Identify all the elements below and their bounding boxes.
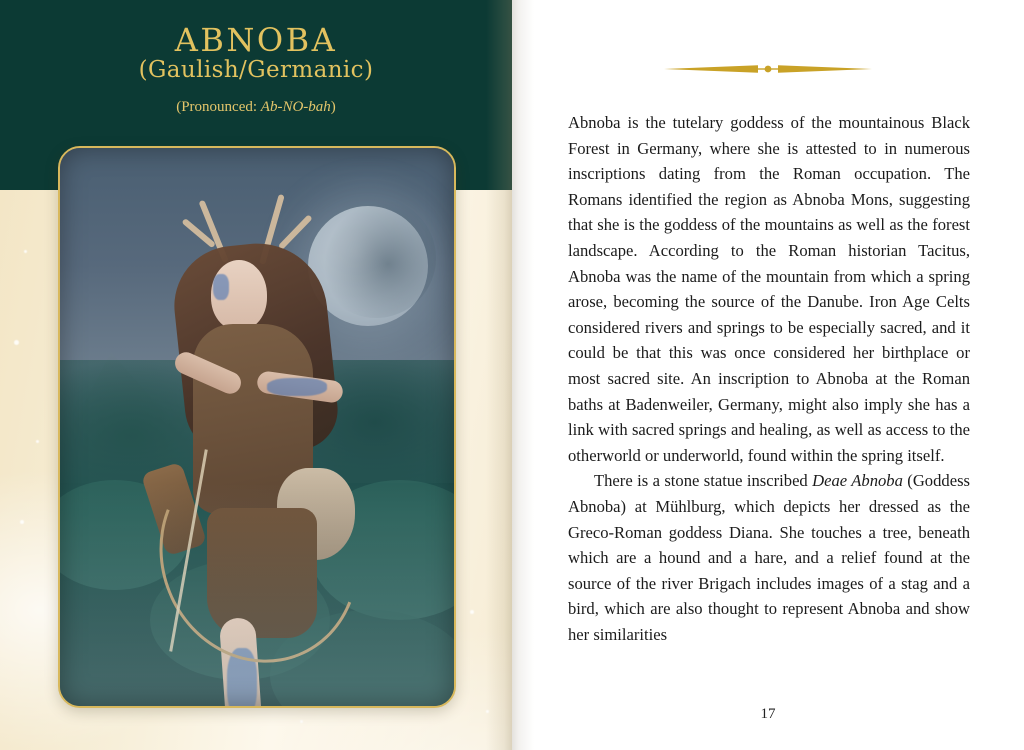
pronunciation-suffix: ) [330,99,336,116]
pronunciation-line [0,99,512,116]
page-gutter-shadow-right [512,0,534,750]
pronunciation-value: Ab-NO-bah [260,99,331,116]
sparkle-dot [470,610,474,614]
pronunciation-prefix: (Pronounced: [176,99,261,116]
sparkle-dot [14,340,19,345]
sparkle-dot [20,520,24,524]
sparkle-dot [36,440,39,443]
sparkle-dot [300,720,303,723]
arm-tattoo [267,378,327,396]
deity-origin: (Gaulish/Germanic) [138,57,374,83]
page-number: 17 [760,706,776,722]
deity-name: ABNOBA [174,21,338,59]
right-page [512,0,1024,750]
face-tattoo [213,274,229,300]
paragraph-1: Abnoba is the tutelary goddess of the mountainous Black Forest in Germany, where she is attested to in numerous inscriptions dating from the Roman occupation. The Romans identified the region as Abnoba Mons, suggesting that she is the goddess of the mountains as well as the forest landscape. According to the Roman historian Tacitus, Abnoba was the name of the mountain from which a spring arose, becoming the source of the Danube. Iron Age Celts considered rivers and springs to be especially sacred, and it could be that this was once considered her birthplace or most sacred site. An inscription to Abnoba at the Roman baths at Badenweiler, Germany, might also imply she has a link with sacred springs and healing, as well as access to the otherworld or underworld, found within the spring itself. [568,113,970,465]
paragraph-2: There is a stone statue inscribed Deae Abnoba (Goddess Abnoba) at Mühlburg, which depicts her dressed as the Greco-Roman goddess Diana. She touches a tree, beneath which are a hound and a hare, and a relief found at the source of the river Brigach includes images of a stag and a bird, which are also thought to represent Abnoba and show her similarities [568,471,970,644]
deity-illustration-card [58,146,456,708]
deity-title-block [0,21,512,116]
illustration-artwork [60,148,454,706]
sparkle-dot [24,250,27,253]
gold-divider-ornament [662,62,874,76]
antler-right-branch [278,214,313,250]
latin-inscription: Deae Abnoba [812,471,903,491]
mist-overlay [60,483,454,706]
article-body [568,110,970,647]
